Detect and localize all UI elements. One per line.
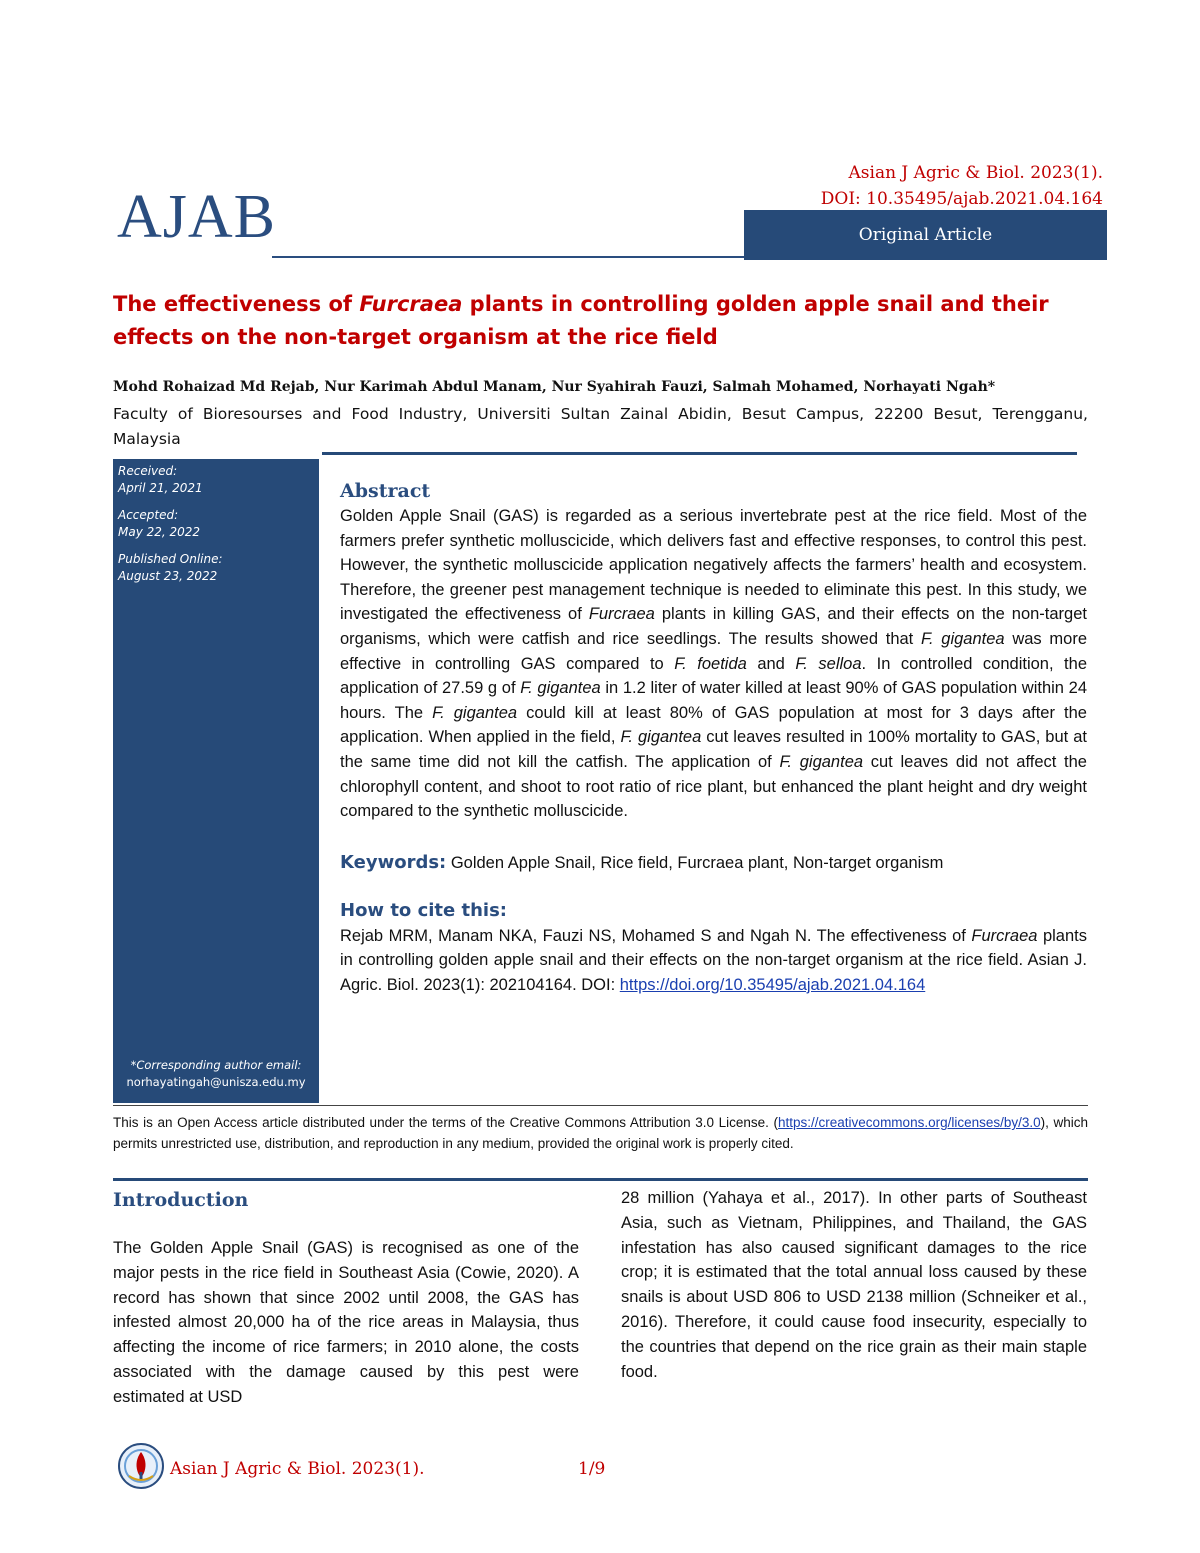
university-seal-icon — [117, 1442, 165, 1490]
cite-text: Rejab MRM, Manam NKA, Fauzi NS, Mohamed S and Ngah N. The effectiveness of Furcraea plants in controlling golden apple snail and their effects on the non-target organism at the rice field. Asian J. Agric. Biol. 2023(1): 202104164. DOI: https://doi.org/10.35495/ajab.2021.04.164 — [340, 926, 1087, 994]
journal-logo: AJAB — [117, 183, 277, 251]
page-number: 1/9 — [578, 1459, 606, 1479]
keywords-text: Golden Apple Snail, Rice field, Furcraea plant, Non-target organism — [446, 853, 944, 872]
published-label: Published Online: — [118, 552, 223, 566]
received-label: Received: — [118, 464, 178, 478]
introduction-heading: Introduction — [113, 1189, 249, 1211]
author-affiliation: Faculty of Bioresourses and Food Industry, Universiti Sultan Zainal Abidin, Besut Campus, 22200 Besut, Terengganu, Malaysia — [113, 405, 1088, 448]
corresponding-author — [113, 1057, 319, 1091]
received-date: April 21, 2021 — [118, 481, 203, 495]
footer-journal-citation: Asian J Agric & Biol. 2023(1). — [170, 1459, 425, 1479]
article-type-label: Original Article — [858, 225, 993, 245]
introduction-divider — [113, 1178, 1088, 1181]
abstract-top-divider — [322, 452, 1077, 455]
license-link[interactable]: https://creativecommons.org/licenses/by/3.0 — [778, 1115, 1041, 1130]
accepted-date: May 22, 2022 — [118, 525, 201, 539]
journal-doi: DOI: 10.35495/ajab.2021.04.164 — [820, 189, 1103, 209]
article-type-bar — [744, 210, 1107, 260]
corresponding-label: *Corresponding author email: — [130, 1058, 302, 1072]
cite-heading: How to cite this: — [340, 899, 507, 921]
abstract-heading: Abstract — [340, 480, 431, 502]
introduction-paragraph-2: 28 million (Yahaya et al., 2017). In other parts of Southeast Asia, such as Vietnam, Philippines, and Thailand, the GAS infestation has also caused significant damages to the rice crop; it is estimated that the total annual loss caused by these snails is about USD 806 to USD 2138 million (Schneiker et al., 2016). Therefore, it could cause food insecurity, especially to the countries that depend on the rice grain as their main staple food. — [621, 1189, 1087, 1381]
keywords — [340, 850, 1087, 876]
journal-header — [821, 160, 1103, 212]
published-date: August 23, 2022 — [118, 569, 218, 583]
paper-title: The effectiveness of Furcraea plants in controlling golden apple snail and their effects on the non-target organism at the rice field — [113, 292, 1049, 349]
abstract-bottom-divider — [113, 1105, 1088, 1106]
introduction-paragraph-1: The Golden Apple Snail (GAS) is recognised as one of the major pests in the rice field in Southeast Asia (Cowie, 2020). A record has shown that since 2002 until 2008, the GAS has infested almost 20,000 ha of the rice areas in Malaysia, thus affecting the income of rice farmers; in 2010 alone, the costs associated with the damage caused by this pest were estimated at USD — [113, 1239, 579, 1406]
author-list: Mohd Rohaizad Md Rejab, Nur Karimah Abdul Manam, Nur Syahirah Fauzi, Salmah Mohamed, Norhayati Ngah* — [113, 379, 996, 395]
journal-citation: Asian J Agric & Biol. 2023(1). — [848, 163, 1103, 183]
corresponding-email[interactable]: norhayatingah@unisza.edu.my — [126, 1075, 306, 1089]
accepted-label: Accepted: — [118, 508, 179, 522]
doi-link[interactable]: https://doi.org/10.35495/ajab.2021.04.164 — [619, 975, 926, 994]
abstract-section — [340, 478, 1087, 998]
open-access-notice: This is an Open Access article distributed under the terms of the Creative Commons Attribution 3.0 License. (https://creativecommons.org/licenses/by/3.0), which permits unrestricted use, distribution, and reproduction in any medium, provided the original work is properly cited. — [113, 1115, 1089, 1151]
introduction-right-column — [621, 1186, 1087, 1384]
keywords-label: Keywords: — [340, 851, 447, 873]
abstract-text: Golden Apple Snail (GAS) is regarded as a serious invertebrate pest at the rice field. Most of the farmers prefer synthetic molluscicide, which delivers fast and effective responses, to control this pest. However, the synthetic molluscicide application negatively affects the farmers’ health and ecosystem. Therefore, the greener pest management technique is needed to eliminate this pest. In this study, we investigated the effectiveness of Furcraea plants in killing GAS, and their effects on the non-target organisms, which were catfish and rice seedlings. The results showed that F. gigantea was more effective in controlling GAS compared to F. foetida and F. selloa. In controlled condition, the application of 27.59 g of F. gigantea in 1.2 liter of water killed at least 90% of GAS population within 24 hours. The F. gigantea could kill at least 80% of GAS population at most for 3 days after the application. When applied in the field, F. gigantea cut leaves resulted in 100% mortality to GAS, but at the same time did not kill the catfish. The application of F. gigantea cut leaves did not affect the chlorophyll content, and shoot to root ratio of rice plant, but enhanced the plant height and dry weight compared to the synthetic molluscicide. — [340, 507, 1088, 821]
article-info-sidebar — [113, 459, 319, 1103]
introduction-left-column — [113, 1186, 579, 1410]
logo-divider — [272, 256, 744, 258]
